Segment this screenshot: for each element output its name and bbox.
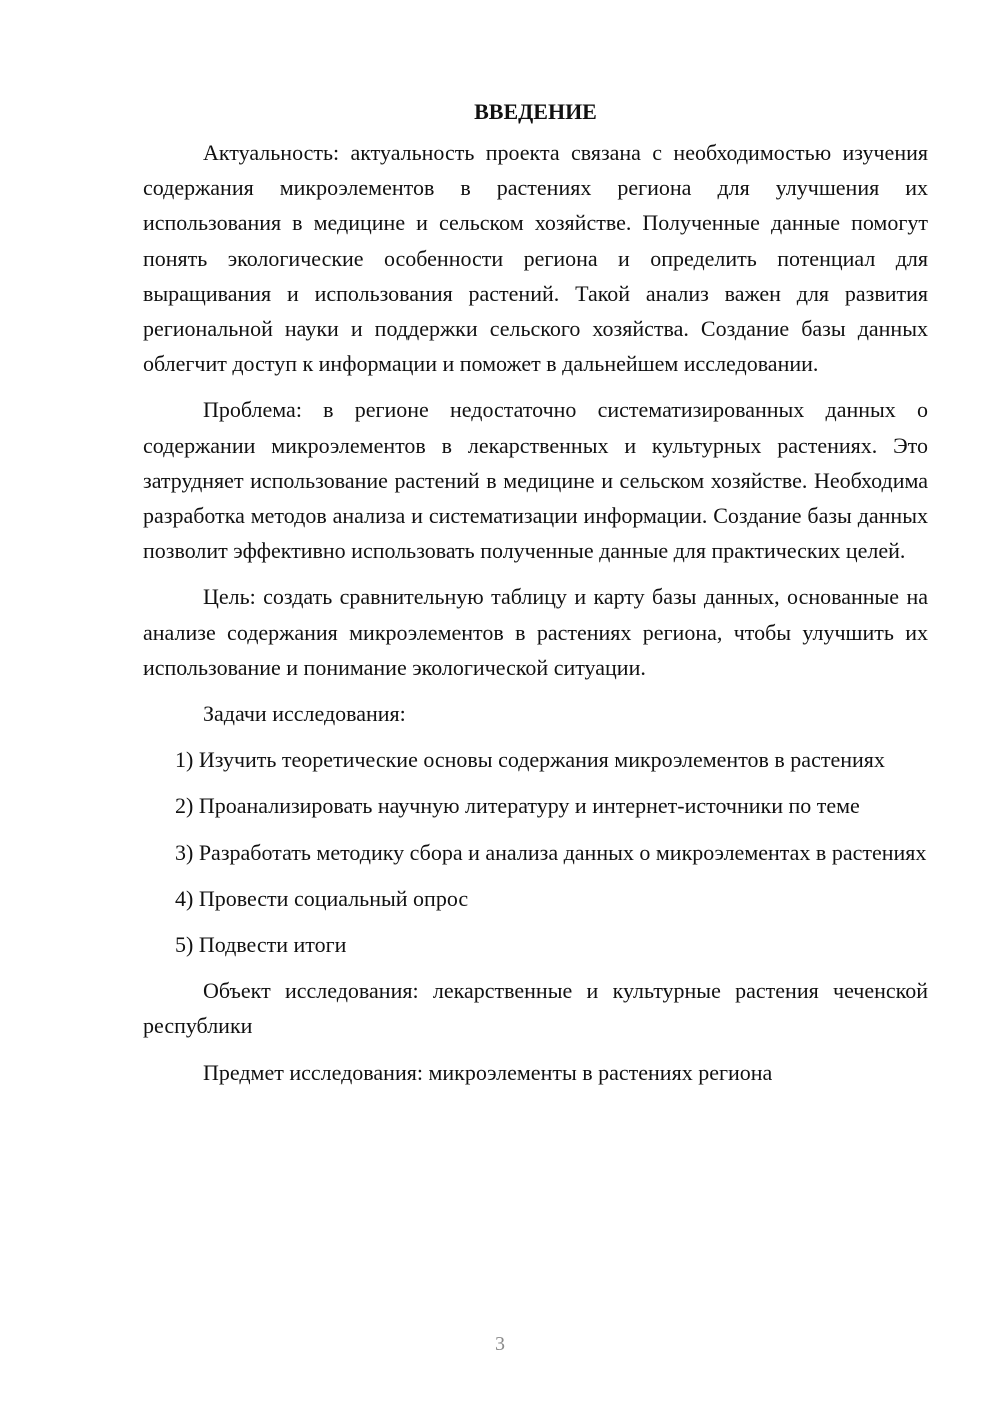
tasks-title: Задачи исследования: xyxy=(203,701,406,727)
task-item-4: 4) Провести социальный опрос xyxy=(175,885,469,911)
task-item-5: 5) Подвести итоги xyxy=(175,932,347,958)
task-item-3: 3) Разработать методику сбора и анализа данных о микроэлементах в растениях xyxy=(175,839,927,865)
document-page xyxy=(143,94,928,1101)
problem-paragraph: Проблема: в регионе недостаточно систематизированных данных о содержании микроэлементов в лекарственных и культурных растениях. Это затрудняет использование растений в медицине и сельском хозяйстве. Необходима разработка методов анализа и систематизации информации. Создание базы данных позволит эффективно использовать полученные данные для практических целей. xyxy=(143,397,928,564)
section-heading: ВВЕДЕНИЕ xyxy=(474,99,597,124)
task-item-1: 1) Изучить теоретические основы содержания микроэлементов в растениях xyxy=(175,747,885,773)
subject-paragraph: Предмет исследования: микроэлементы в растениях региона xyxy=(203,1059,773,1085)
goal-paragraph: Цель: создать сравнительную таблицу и карту базы данных, основанные на анализе содержания микроэлементов в растениях региона, чтобы улучшить их использование и понимание экологической ситуации. xyxy=(143,584,928,680)
relevance-paragraph: Актуальность: актуальность проекта связана с необходимостью изучения содержания микроэлементов в растениях региона для улучшения их использования в медицине и сельском хозяйстве. Полученные данные помогут понять экологические особенности региона и определить потенциал для выращивания и использования растений. Такой анализ важен для развития региональной науки и поддержки сельского хозяйства. Создание базы данных облегчит доступ к информации и поможет в дальнейшем исследовании. xyxy=(143,140,928,377)
object-paragraph: Объект исследования: лекарственные и культурные растения чеченской республики xyxy=(143,978,928,1039)
page-number: 3 xyxy=(495,1333,505,1355)
task-item-2: 2) Проанализировать научную литературу и интернет-источники по теме xyxy=(175,793,860,819)
